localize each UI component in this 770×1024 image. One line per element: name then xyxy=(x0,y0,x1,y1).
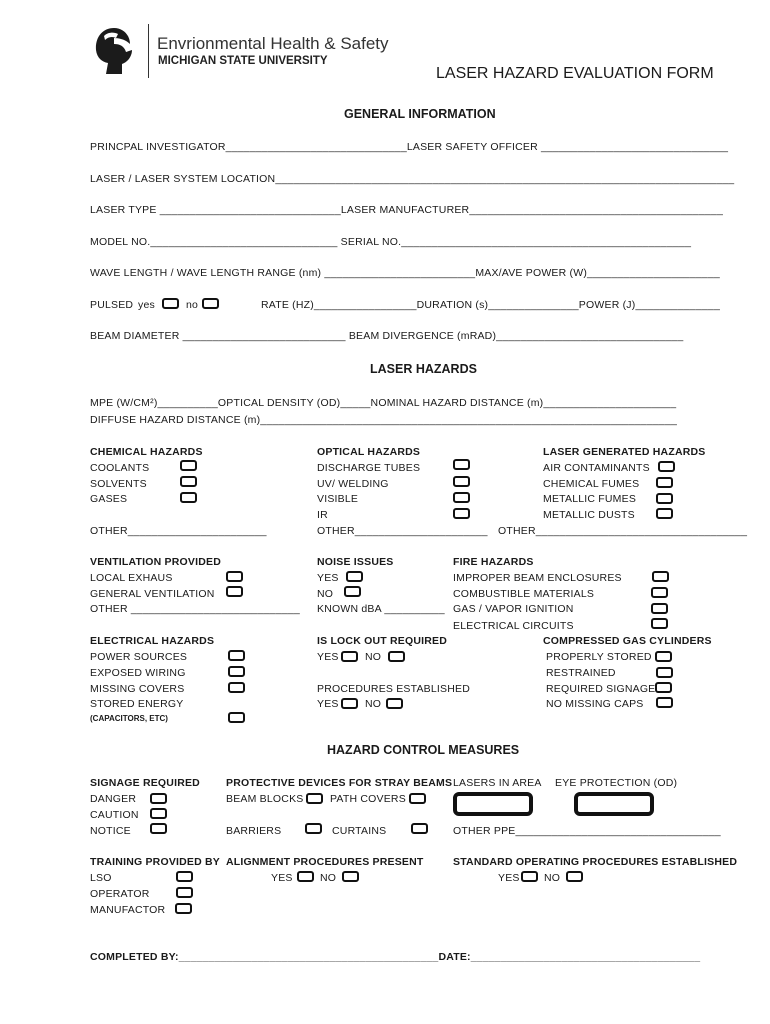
university-name: MICHIGAN STATE UNIVERSITY xyxy=(158,55,328,67)
laser-generated-item: CHEMICAL FUMES xyxy=(543,478,640,490)
lso-checkbox[interactable] xyxy=(176,871,193,882)
signage-item: CAUTION xyxy=(90,809,139,821)
caution-checkbox[interactable] xyxy=(150,808,167,819)
training-item: LSO xyxy=(90,872,112,884)
ventilation-other[interactable]: OTHER ____________________________ xyxy=(90,603,300,615)
optical-item: UV/ WELDING xyxy=(317,478,389,490)
manufacturer-checkbox[interactable] xyxy=(175,903,192,914)
electrical-item: MISSING COVERS xyxy=(90,683,185,695)
chemical-hazards-title: CHEMICAL HAZARDS xyxy=(90,446,203,458)
spartan-helmet-logo xyxy=(92,26,136,76)
path-covers-label: PATH COVERS xyxy=(330,793,406,805)
beam-enclosures-checkbox[interactable] xyxy=(652,571,669,582)
lasers-in-area-box[interactable] xyxy=(453,792,533,816)
noise-title: NOISE ISSUES xyxy=(317,556,394,568)
alignment-no-label: NO xyxy=(320,872,337,884)
gas-cylinders-item: RESTRAINED xyxy=(546,667,616,679)
curtains-checkbox[interactable] xyxy=(411,823,428,834)
optical-hazards-title: OPTICAL HAZARDS xyxy=(317,446,421,458)
laser-generated-title: LASER GENERATED HAZARDS xyxy=(543,446,706,458)
training-title: TRAINING PROVIDED BY xyxy=(90,856,221,868)
noise-yes-checkbox[interactable] xyxy=(346,571,363,582)
beam-blocks-label: BEAM BLOCKS xyxy=(226,793,304,805)
pulsed-label: PULSED xyxy=(90,299,134,311)
coolants-checkbox[interactable] xyxy=(180,460,197,471)
sop-yes-checkbox[interactable] xyxy=(521,871,538,882)
pulsed-no-checkbox[interactable] xyxy=(202,298,219,309)
fire-item: ELECTRICAL CIRCUITS xyxy=(453,620,574,632)
alignment-yes-label: YES xyxy=(271,872,293,884)
sop-yes-label: YES xyxy=(498,872,520,884)
gases-checkbox[interactable] xyxy=(180,492,197,503)
pulsed-yes-checkbox[interactable] xyxy=(162,298,179,309)
notice-checkbox[interactable] xyxy=(150,823,167,834)
electrical-circuits-checkbox[interactable] xyxy=(651,618,668,629)
uv-welding-checkbox[interactable] xyxy=(453,476,470,487)
metallic-fumes-checkbox[interactable] xyxy=(656,493,673,504)
lockout-yes-label: YES xyxy=(317,651,339,663)
general-info-heading: GENERAL INFORMATION xyxy=(344,107,496,121)
path-covers-checkbox[interactable] xyxy=(409,793,426,804)
protective-devices-title: PROTECTIVE DEVICES FOR STRAY BEAMS xyxy=(226,777,453,789)
org-name: Envrionmental Health & Safety xyxy=(157,34,389,53)
sop-no-label: NO xyxy=(544,872,561,884)
procedures-established: PROCEDURES ESTABLISHED xyxy=(317,683,470,695)
training-item: OPERATOR xyxy=(90,888,150,900)
pi-lso-row[interactable]: PRINCPAL INVESTIGATOR______________________________LASER SAFETY OFFICER _______________________________ xyxy=(90,141,729,153)
gas-cylinders-item: PROPERLY STORED xyxy=(546,651,652,663)
mpe-row[interactable]: MPE (W/CM²)__________OPTICAL DENSITY (OD)_____NOMINAL HAZARD DISTANCE (m)______________________ xyxy=(90,397,677,409)
other-ppe[interactable]: OTHER PPE__________________________________ xyxy=(453,825,721,837)
chemical-item: GASES xyxy=(90,493,128,505)
properly-stored-checkbox[interactable] xyxy=(655,651,672,662)
gas-cylinders-title: COMPRESSED GAS CYLINDERS xyxy=(543,635,712,647)
ir-checkbox[interactable] xyxy=(453,508,470,519)
electrical-item: STORED ENERGY xyxy=(90,698,184,710)
alignment-title: ALIGNMENT PROCEDURES PRESENT xyxy=(226,856,424,868)
operator-checkbox[interactable] xyxy=(176,887,193,898)
barriers-label: BARRIERS xyxy=(226,825,282,837)
solvents-checkbox[interactable] xyxy=(180,476,197,487)
chemical-item: COOLANTS xyxy=(90,462,150,474)
alignment-yes-checkbox[interactable] xyxy=(297,871,314,882)
sop-no-checkbox[interactable] xyxy=(566,871,583,882)
lasers-in-area-label: LASERS IN AREA xyxy=(453,777,542,789)
noise-yes-label: YES xyxy=(317,572,339,584)
optical-item: IR xyxy=(317,509,328,521)
laser-generated-other[interactable]: OTHER___________________________________ xyxy=(498,525,748,537)
pulsed-no-label: no xyxy=(186,299,199,311)
model-serial-row[interactable]: MODEL NO._______________________________ SERIAL NO.________________________________________________ xyxy=(90,236,692,248)
signage-title: SIGNAGE REQUIRED xyxy=(90,777,200,789)
ventilation-item: LOCAL EXHAUS xyxy=(90,572,173,584)
laser-generated-item: METALLIC DUSTS xyxy=(543,509,635,521)
procedures-yes-label: YES xyxy=(317,698,339,710)
signage-item: NOTICE xyxy=(90,825,131,837)
procedures-no-checkbox[interactable] xyxy=(386,698,403,709)
danger-checkbox[interactable] xyxy=(150,793,167,804)
laser-hazards-heading: LASER HAZARDS xyxy=(370,362,477,376)
visible-checkbox[interactable] xyxy=(453,492,470,503)
training-item: MANUFACTOR xyxy=(90,904,166,916)
known-dba[interactable]: KNOWN dBA __________ xyxy=(317,603,445,615)
optical-item: DISCHARGE TUBES xyxy=(317,462,421,474)
lockout-no-checkbox[interactable] xyxy=(388,651,405,662)
missing-covers-checkbox[interactable] xyxy=(228,682,245,693)
exposed-wiring-checkbox[interactable] xyxy=(228,666,245,677)
laser-generated-item: METALLIC FUMES xyxy=(543,493,637,505)
form-title: LASER HAZARD EVALUATION FORM xyxy=(436,65,714,82)
lockout-title: IS LOCK OUT REQUIRED xyxy=(317,635,448,647)
lockout-yes-checkbox[interactable] xyxy=(341,651,358,662)
barriers-checkbox[interactable] xyxy=(305,823,322,834)
noise-no-label: NO xyxy=(317,588,334,600)
power-sources-checkbox[interactable] xyxy=(228,650,245,661)
signage-item: DANGER xyxy=(90,793,137,805)
completed-by-date[interactable]: COMPLETED BY:___________________________________________DATE:______________________________________ xyxy=(90,951,701,963)
capacitors-note: (CAPACITORS, ETC) xyxy=(90,714,168,723)
ventilation-item: GENERAL VENTILATION xyxy=(90,588,215,600)
eye-protection-label: EYE PROTECTION (OD) xyxy=(555,777,678,789)
discharge-tubes-checkbox[interactable] xyxy=(453,459,470,470)
noise-no-checkbox[interactable] xyxy=(344,586,361,597)
type-manufacturer-row[interactable]: LASER TYPE ______________________________LASER MANUFACTURER__________________________________________ xyxy=(90,204,724,216)
required-signage-checkbox[interactable] xyxy=(655,682,672,693)
fire-item: COMBUSTIBLE MATERIALS xyxy=(453,588,595,600)
chemical-item: SOLVENTS xyxy=(90,478,147,490)
fire-item: IMPROPER BEAM ENCLOSURES xyxy=(453,572,622,584)
gas-cylinders-item: REQUIRED SIGNAGE xyxy=(546,683,656,695)
general-ventilation-checkbox[interactable] xyxy=(226,586,243,597)
pulsed-yes-label: yes xyxy=(138,299,155,311)
lockout-no-label: NO xyxy=(365,651,382,663)
laser-generated-item: AIR CONTAMINANTS xyxy=(543,462,650,474)
fire-item: GAS / VAPOR IGNITION xyxy=(453,603,574,615)
procedures-yes-checkbox[interactable] xyxy=(341,698,358,709)
diffuse-row[interactable]: DIFFUSE HAZARD DISTANCE (m)_____________________________________________________________________ xyxy=(90,414,678,426)
electrical-item: POWER SOURCES xyxy=(90,651,188,663)
control-measures-heading: HAZARD CONTROL MEASURES xyxy=(327,743,520,757)
vapor-ignition-checkbox[interactable] xyxy=(651,603,668,614)
chemical-other[interactable]: OTHER_______________________ xyxy=(90,525,267,537)
sop-title: STANDARD OPERATING PROCEDURES ESTABLISHED xyxy=(453,856,738,868)
wavelength-power-row[interactable]: WAVE LENGTH / WAVE LENGTH RANGE (nm) _________________________MAX/AVE POWER (W)______________________ xyxy=(90,267,720,279)
restrained-checkbox[interactable] xyxy=(656,667,673,678)
curtains-label: CURTAINS xyxy=(332,825,387,837)
beam-blocks-checkbox[interactable] xyxy=(306,793,323,804)
electrical-item: EXPOSED WIRING xyxy=(90,667,186,679)
stored-energy-checkbox[interactable] xyxy=(228,712,245,723)
alignment-no-checkbox[interactable] xyxy=(342,871,359,882)
gas-cylinders-item: NO MISSING CAPS xyxy=(546,698,644,710)
optical-other[interactable]: OTHER______________________ xyxy=(317,525,488,537)
ventilation-title: VENTILATION PROVIDED xyxy=(90,556,221,568)
eye-protection-box[interactable] xyxy=(574,792,654,816)
logo-divider xyxy=(148,24,149,78)
air-contaminants-checkbox[interactable] xyxy=(658,461,675,472)
missing-caps-checkbox[interactable] xyxy=(656,697,673,708)
local-exhaust-checkbox[interactable] xyxy=(226,571,243,582)
optical-item: VISIBLE xyxy=(317,493,359,505)
metallic-dusts-checkbox[interactable] xyxy=(656,508,673,519)
beam-row[interactable]: BEAM DIAMETER ___________________________ BEAM DIVERGENCE (mRAD)_______________________________ xyxy=(90,330,684,342)
fire-title: FIRE HAZARDS xyxy=(453,556,534,568)
location-row[interactable]: LASER / LASER SYSTEM LOCATION____________________________________________________________________________ xyxy=(90,173,735,185)
procedures-no-label: NO xyxy=(365,698,382,710)
rate-duration-power-row[interactable]: RATE (HZ)_________________DURATION (s)_______________POWER (J)______________ xyxy=(261,299,720,311)
electrical-title: ELECTRICAL HAZARDS xyxy=(90,635,215,647)
combustible-checkbox[interactable] xyxy=(651,587,668,598)
chemical-fumes-checkbox[interactable] xyxy=(656,477,673,488)
